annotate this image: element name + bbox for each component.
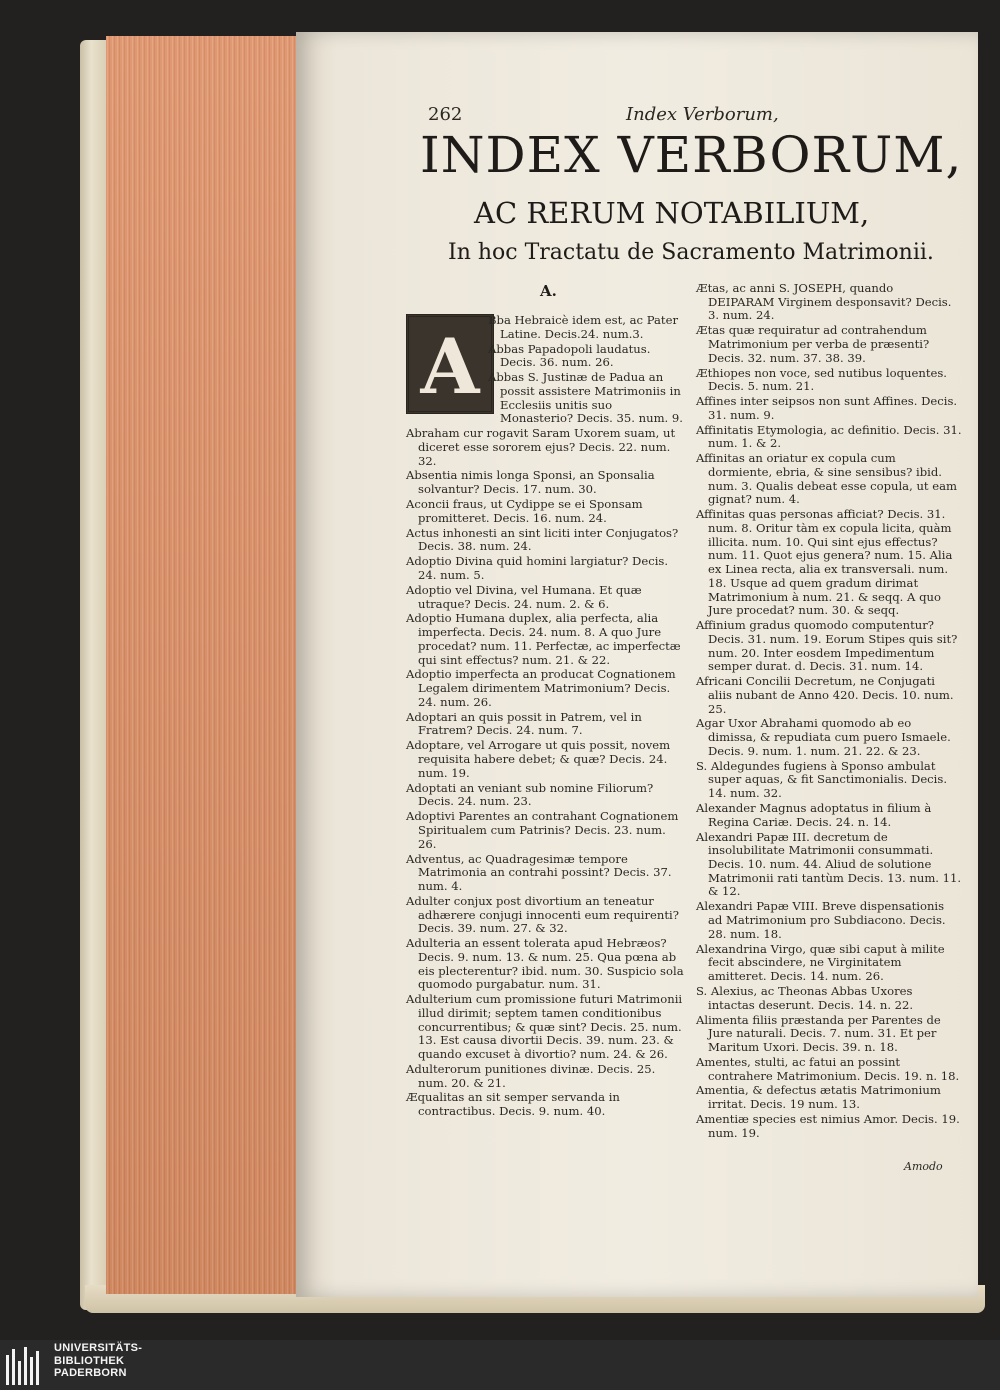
index-entry: Adventus, ac Quadragesimæ tempore Matrimonia an contrahi possint? Decis. 37. num. 4.	[406, 851, 672, 893]
index-entry: Alexandri Papæ III. decretum de insolubilitate Matrimonii consummati. Decis. 10. num. 44. Aliud de solutione Matrimonii rati tantùm Decis. 13. num. 11. & 12.	[696, 829, 962, 899]
index-entry: Amentiæ species est nimius Amor. Decis. 19. num. 19.	[696, 1112, 960, 1140]
page-fore-edge	[106, 36, 302, 1294]
index-entry: Amentes, stulti, ac fatui an possint contrahere Matrimonium. Decis. 19. n. 18.	[696, 1054, 960, 1083]
index-entry: Actus inhonesti an sint liciti inter Conjugatos? Decis. 38. num. 24.	[406, 525, 679, 554]
index-entry: Affinium gradus quomodo computentur? Decis. 31. num. 19. Eorum Stipes quis sit? num. 20. Inter eosdem Impedimentum semper durat. d. Decis. 31. num. 14.	[696, 618, 958, 674]
index-entry: Adoptio Humana duplex, alia perfecta, alia imperfecta. Decis. 24. num. 8. A quo Jure procedat? num. 11. Perfectæ, ac imperfectæ qui sint effectus? num. 21. & 22.	[406, 611, 681, 667]
index-entry: Aconcii fraus, ut Cydippe se ei Sponsam promitteret. Decis. 16. num. 24.	[406, 497, 643, 525]
index-entry: S. Alexius, ac Theonas Abbas Uxores intactas deserunt. Decis. 14. n. 22.	[696, 983, 914, 1012]
library-footer-bar	[0, 1340, 1000, 1390]
library-name	[54, 1342, 142, 1380]
index-entry: Africani Concilii Decretum, ne Conjugati aliis nubant de Anno 420. Decis. 10. num. 25.	[696, 674, 954, 716]
library-name-line-2: BIBLIOTHEK	[54, 1354, 125, 1367]
index-entry: Adulter conjux post divortium an teneatur adhærere conjugi innocenti eum requirenti? Decis. 39. num. 27. & 32.	[406, 893, 679, 936]
index-entry: Alexandrina Virgo, quæ sibi caput à milite fecit abscindere, ne Virginitatem amitteret. Decis. 14. num. 26.	[696, 941, 945, 984]
index-entry: Bba Hebraicè idem est, ac Pater Latine. Decis.24. num.3.	[488, 313, 678, 341]
page-title: INDEX VERBORUM,	[420, 126, 963, 184]
index-entry: Ætas quæ requiratur ad contrahendum Matrimonium per verba de præsenti? Decis. 32. num. 37. 38. 39.	[696, 323, 930, 365]
index-entry: Ætas, ac anni S. JOSEPH, quando DEIPARAM Virginem desponsavit? Decis. 3. num. 24.	[696, 281, 952, 323]
section-letter: A.	[540, 282, 557, 300]
index-entry: Absentia nimis longa Sponsi, an Sponsalia solvantur? Decis. 17. num. 30.	[406, 468, 655, 497]
index-entry: Adoptio vel Divina, vel Humana. Et quæ utraque? Decis. 24. num. 2. & 6.	[406, 582, 642, 611]
library-name-line-1: UNIVERSITÄTS-	[54, 1342, 143, 1354]
index-column-left	[406, 300, 686, 1120]
index-entry: Abbas Papadopoli laudatus. Decis. 36. num. 26.	[488, 341, 651, 370]
catchword: Amodo	[904, 1160, 943, 1173]
index-entry: Affinitas quas personas afficiat? Decis. 31. num. 8. Oritur tàm ex copula licita, quàm illicita. num. 10. Qui sint ejus effectus? num. 11. Quot ejus genera? num. 15. Alia ex Linea recta, alia ex transversali. num. 18. Usque ad quem gradum dirimat Matrimonium à num. 21. & seqq. A quo Jure procedat? num. 30. & seqq.	[696, 507, 953, 618]
library-name-line-3: PADERBORN	[54, 1367, 127, 1379]
running-head-title: Index Verborum,	[626, 104, 779, 125]
index-entry: Affines inter seipsos non sunt Affines. Decis. 31. num. 9.	[696, 394, 958, 422]
index-entry: Adoptati an veniant sub nomine Filiorum? Decis. 24. num. 23.	[406, 780, 654, 809]
index-entry: Æqualitas an sit semper servanda in contractibus. Decis. 9. num. 40.	[406, 1090, 620, 1119]
index-column-right	[696, 282, 962, 1142]
index-entry: Adoptio Divina quid homini largiatur? Decis. 24. num. 5.	[406, 554, 669, 582]
page-subtitle-2: In hoc Tractatu de Sacramento Matrimonii.	[448, 240, 934, 265]
index-entry: Affinitas an oriatur ex copula cum dormiente, ebria, & sine sensibus? ibid. num. 3. Qualis debeat esse copula, ut eam gignat? num. 4.	[696, 451, 958, 507]
index-entry: Agar Uxor Abrahami quomodo ab eo dimissa, & repudiata cum puero Ismaele. Decis. 9. num. 1. num. 21. 22. & 23.	[696, 716, 951, 758]
index-entry: Adoptio imperfecta an producat Cognationem Legalem dirimentem Matrimonium? Decis. 24. num. 26.	[406, 667, 676, 709]
index-entry: Abbas S. Justinæ de Padua an possit assistere Matrimoniis in Ecclesiis unitis suo Monasterio? Decis. 35. num. 9.	[488, 370, 683, 426]
book-cover-edge	[80, 40, 108, 1310]
index-entry: Adulteria an essent tolerata apud Hebræos? Decis. 9. num. 13. & num. 25. Qua pœna ab eis plecterentur? ibid. num. 30. Suspicio sola quomodo purgabatur. num. 31.	[406, 936, 684, 992]
index-entry: Æthiopes non voce, sed nutibus loquentes. Decis. 5. num. 21.	[696, 365, 947, 394]
library-logo-icon	[6, 1345, 46, 1385]
index-entry: Adoptari an quis possit in Patrem, vel in Fratrem? Decis. 24. num. 7.	[406, 709, 642, 738]
page-subtitle: AC RERUM NOTABILIUM,	[474, 196, 870, 230]
index-entry: Affinitatis Etymologia, ac definitio. Decis. 31. num. 1. & 2.	[696, 422, 962, 451]
index-entry: S. Aldegundes fugiens à Sponso ambulat super aquas, & fit Sanctimonialis. Decis. 14. num. 32.	[696, 758, 948, 801]
index-entry: Adulterium cum promissione futuri Matrimonii illud dirimit; septem tamen conditionibus concurrentibus; & quæ sint? Decis. 25. num. 13. Est causa divortii Decis. 39. num. 23. & quando excuset à divortio? num. 24. & 26.	[406, 992, 683, 1061]
index-entry: Alimenta filiis præstanda per Parentes de Jure naturali. Decis. 7. num. 31. Et per Maritum Uxori. Decis. 39. n. 18.	[696, 1012, 941, 1054]
index-entry: Amentia, & defectus ætatis Matrimonium irritat. Decis. 19 num. 13.	[696, 1083, 941, 1112]
index-entry: Abraham cur rogavit Saram Uxorem suam, ut diceret esse sororem ejus? Decis. 22. num. 32.	[406, 426, 676, 468]
index-entry: Adulterorum punitiones divinæ. Decis. 25. num. 20. & 21.	[406, 1061, 656, 1090]
index-entry: Alexander Magnus adoptatus in filium à Regina Cariæ. Decis. 24. n. 14.	[696, 801, 932, 829]
index-entry: Adoptare, vel Arrogare ut quis possit, novem requisita habere debet; & quæ? Decis. 24. num. 19.	[406, 738, 671, 780]
index-entry: Adoptivi Parentes an contrahant Cognationem Spiritualem cum Patrinis? Decis. 23. num. 26.	[406, 809, 679, 851]
page-number: 262	[428, 104, 463, 125]
index-entry: Alexandri Papæ VIII. Breve dispensationis ad Matrimonium pro Subdiacono. Decis. 28. num. 18.	[696, 899, 946, 941]
decorated-initial: A	[406, 314, 494, 414]
